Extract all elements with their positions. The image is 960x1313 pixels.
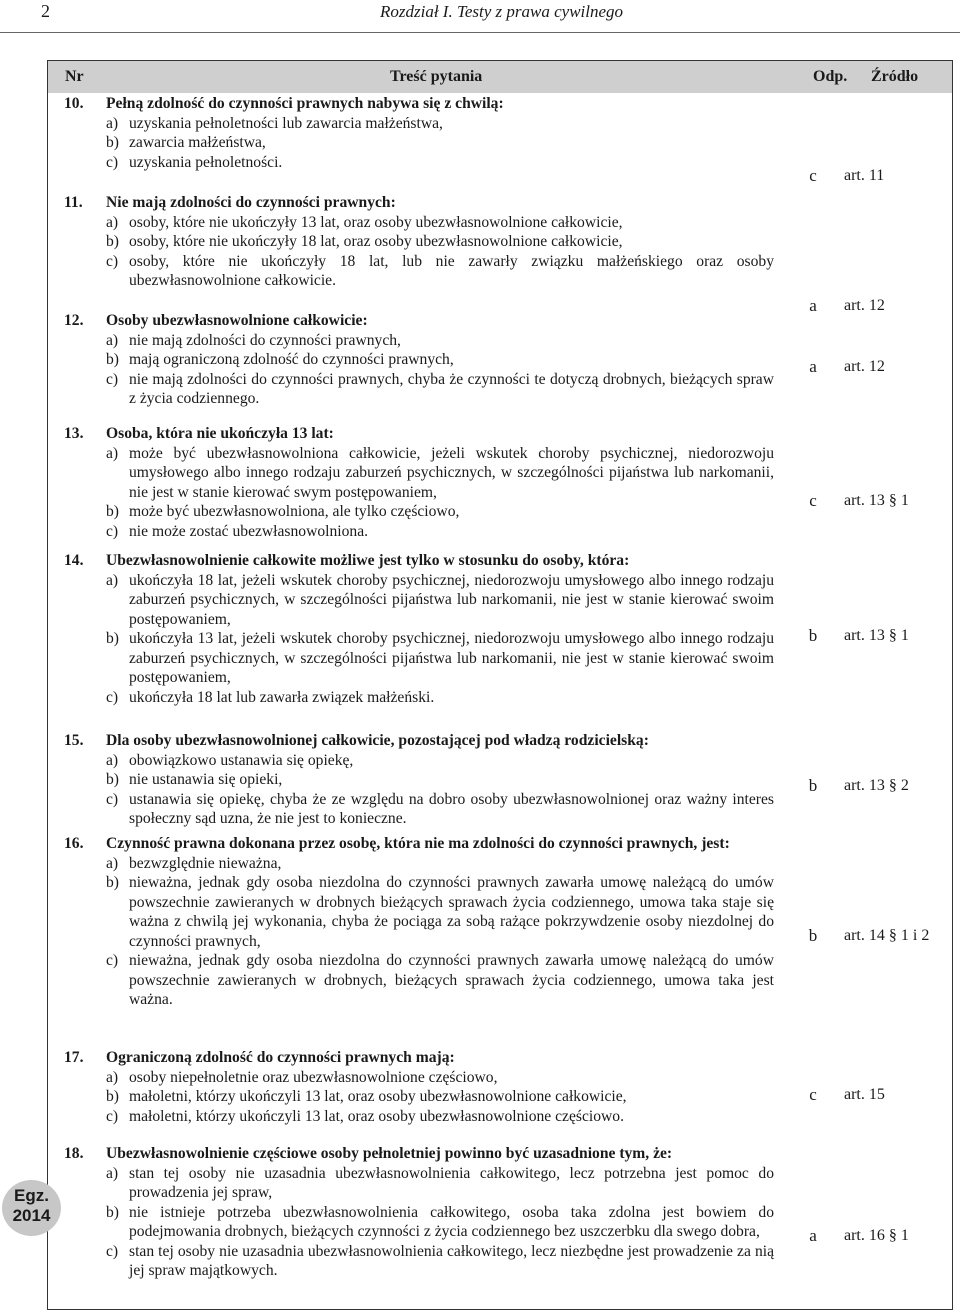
answer-option [106, 571, 774, 630]
option-text: ustanawia się opiekę, chyba że ze względu na dobro osoby ubezwłasnowolnionej oraz ważny interes społeczny sąd uzna, że nie jest to konieczne. [129, 790, 774, 827]
option-text: osoby, które nie ukończyły 13 lat, oraz osoby ubezwłasnowolnione całkowicie, [129, 213, 623, 231]
question-text: Ubezwłasnowolnienie całkowite możliwe jest tylko w stosunku do osoby, która: [106, 552, 630, 569]
column-header-answer: Odp. [813, 68, 848, 85]
option-text: nie może zostać ubezwłasnowolniona. [129, 522, 369, 540]
option-letter: a) [106, 444, 119, 462]
option-text: osoby, które nie ukończyły 18 lat, lub nie zawarły związku małżeńskiego oraz osoby ubezwłasnowolnione całkowicie. [129, 252, 774, 289]
source-reference: art. 13 § 1 [844, 492, 909, 509]
table-header-row [48, 61, 952, 93]
option-letter: c) [106, 952, 119, 969]
source-reference: art. 12 [844, 297, 885, 314]
answer-option [106, 232, 774, 252]
option-text: małoletni, którzy ukończyli 13 lat, oraz osoby ubezwłasnowolnione całkowicie, [129, 1088, 627, 1105]
answer-option [106, 1164, 774, 1203]
column-header-source: Źródło [871, 68, 919, 85]
option-text: nie mają zdolności do czynności prawnych, [129, 331, 401, 349]
option-letter: c) [106, 370, 119, 388]
answer-option [106, 688, 774, 708]
answer-option [106, 790, 774, 829]
question-text: Osoby ubezwłasnowolnione całkowicie: [106, 312, 368, 329]
option-letter: b) [106, 1088, 119, 1105]
source-reference: art. 16 § 1 [844, 1227, 909, 1244]
answer-option [106, 370, 774, 409]
option-letter: b) [106, 1203, 119, 1221]
question-text: Osoba, która nie ukończyła 13 lat: [106, 425, 334, 442]
option-text: mają ograniczoną zdolność do czynności prawnych, [129, 351, 454, 368]
answer-key: b [808, 926, 818, 945]
option-letter: b) [106, 874, 119, 891]
answer-option [106, 1068, 774, 1088]
question-number: 18. [64, 1145, 84, 1162]
option-letter: a) [106, 854, 119, 872]
option-letter: a) [106, 114, 119, 132]
question-text: Czynność prawna dokonana przez osobę, która nie ma zdolności do czynności prawnych, jest: [106, 835, 730, 852]
page-header [0, 0, 960, 26]
option-text: uzyskania pełnoletności lub zawarcia małżeństwa, [129, 114, 443, 132]
exam-badge [2, 1180, 61, 1236]
answer-option [106, 522, 774, 542]
option-letter: c) [106, 522, 119, 540]
option-text: nie mają zdolności do czynności prawnych, chyba że czynności te dotyczą drobnych, bieżących spraw z życia codziennego. [129, 370, 774, 407]
option-text: stan tej osoby nie uzasadnia ubezwłasnowolnienia całkowitego, lecz potrzebna jest pomoc do prowadzenia jej spraw, [129, 1164, 774, 1201]
option-text: zawarcia małżeństwa, [129, 134, 266, 151]
column-header-question: Treść pytania [390, 68, 483, 85]
answer-option [106, 213, 774, 233]
option-text: nie ustanawia się opieki, [129, 771, 283, 788]
answer-key: c [809, 1085, 817, 1104]
answer-option [106, 444, 774, 503]
option-text: nieważna, jednak gdy osoba niezdolna do czynności prawnych zawarła umowę należącą do umów powszechnie zawieranych w drobnych, bieżących sprawach życia codziennego, umowa taka jest ważna. [129, 952, 774, 1008]
question-number: 14. [64, 552, 84, 569]
option-letter: b) [106, 134, 119, 151]
question-content [106, 311, 774, 409]
option-letter: b) [106, 630, 119, 647]
header-rule [0, 32, 960, 33]
exam-badge-year: 2014 [12, 1206, 51, 1225]
answer-key: c [809, 491, 817, 510]
option-text: ukończyła 13 lat, jeżeli wskutek choroby psychicznej, niedorozwoju umysłowego albo innego rodzaju zaburzeń psychicznych, w szczególności pijaństwa lub narkomanii, nie jest w stanie kierować swoim postępowaniem, [129, 630, 774, 686]
answer-option [106, 252, 774, 291]
question-number: 11. [64, 194, 83, 211]
question-number: 10. [64, 95, 84, 112]
question-text: Ubezwłasnowolnienie częściowe osoby pełnoletniej powinno być uzasadnione tym, że: [106, 1145, 673, 1162]
source-reference: art. 13 § 1 [844, 627, 909, 644]
question-content [106, 94, 774, 172]
option-letter: b) [106, 233, 119, 250]
option-letter: c) [106, 790, 119, 808]
option-letter: c) [106, 153, 119, 171]
option-letter: a) [106, 751, 119, 769]
question-text: Pełną zdolność do czynności prawnych nabywa się z chwilą: [106, 95, 504, 112]
answer-option [106, 770, 774, 790]
exam-badge-label: Egz. [14, 1186, 49, 1205]
answer-option [106, 751, 774, 771]
source-reference: art. 13 § 2 [844, 777, 909, 794]
answer-option [106, 873, 774, 951]
question-number: 16. [64, 835, 84, 852]
option-letter: a) [106, 1068, 119, 1086]
option-letter: c) [106, 1107, 119, 1125]
option-letter: a) [106, 331, 119, 349]
page-number: 2 [41, 1, 50, 21]
option-text: nie istnieje potrzeba ubezwłasnowolnienia całkowitego, osoba taka zdolna jest bowiem do podejmowania drobnych, bieżących czynności z życia codziennego bez uszczerbku dla swego dobra, [129, 1203, 774, 1240]
option-text: osoby niepełnoletnie oraz ubezwłasnowolnione częściowo, [129, 1068, 498, 1086]
answer-option [106, 629, 774, 688]
question-content [106, 731, 774, 829]
question-number: 17. [64, 1049, 84, 1066]
option-text: ukończyła 18 lat lub zawarła związek małżeński. [129, 688, 435, 706]
questions-table [47, 60, 953, 1310]
question-number: 15. [64, 732, 84, 749]
question-content [106, 551, 774, 707]
option-letter: b) [106, 771, 119, 788]
option-text: może być ubezwłasnowolniona, ale tylko częściowo, [129, 503, 460, 520]
option-letter: c) [106, 688, 119, 706]
answer-option [106, 854, 774, 874]
question-content [106, 1048, 774, 1126]
option-text: obowiązkowo ustanawia się opiekę, [129, 751, 354, 769]
option-text: nieważna, jednak gdy osoba niezdolna do czynności prawnych zawarła umowę należącą do umów powszechnie zawieranych w drobnych bieżących sprawach życia codziennego, umowa taka staje się ważna z chwilą jej wykonania, chyba że pociąga za sobą rażące pokrzywdzenie osoby niezdolnej do czynności prawnych, [129, 874, 774, 950]
option-letter: b) [106, 503, 119, 520]
answer-option [106, 1242, 774, 1281]
option-text: stan tej osoby nie uzasadnia ubezwłasnowolnienia całkowitego, lecz niezbędne jest prowadzenie za nią jej spraw majątkowych. [129, 1242, 774, 1279]
source-reference: art. 11 [844, 167, 885, 184]
question-content [106, 424, 774, 541]
answer-key: a [809, 1226, 817, 1245]
question-number: 12. [64, 312, 84, 329]
source-reference: art. 15 [844, 1086, 885, 1103]
option-letter: c) [106, 1242, 119, 1260]
running-title: Rozdział I. Testy z prawa cywilnego [380, 2, 624, 21]
answer-option [106, 153, 774, 173]
question-text: Ograniczoną zdolność do czynności prawnych mają: [106, 1049, 455, 1066]
answer-option [106, 114, 774, 134]
answer-key: b [808, 776, 818, 795]
source-reference: art. 12 [844, 358, 885, 375]
option-text: może być ubezwłasnowolniona całkowicie, jeżeli wskutek choroby psychicznej, niedorozwoju umysłowego albo innego rodzaju zaburzeń psychicznych, w szczególności pijaństwa lub narkomanii, nie jest w stanie kierować swym postępowaniem, [129, 444, 774, 501]
question-content [106, 834, 774, 1010]
answer-key: a [809, 296, 817, 315]
answer-option [106, 133, 774, 153]
answer-option [106, 331, 774, 351]
answer-option [106, 350, 774, 370]
answer-option [106, 1087, 774, 1107]
option-text: osoby, które nie ukończyły 18 lat, oraz osoby ubezwłasnowolnione całkowicie, [129, 233, 623, 250]
answer-key: b [808, 626, 818, 645]
answer-key: c [809, 166, 817, 185]
option-text: bezwzględnie nieważna, [129, 854, 282, 872]
option-text: uzyskania pełnoletności. [129, 153, 283, 171]
answer-option [106, 951, 774, 1010]
option-letter: c) [106, 252, 119, 270]
question-text: Nie mają zdolności do czynności prawnych: [106, 194, 396, 211]
answer-key: a [809, 357, 817, 376]
question-text: Dla osoby ubezwłasnowolnionej całkowicie, pozostającej pod władzą rodzicielską: [106, 732, 649, 749]
answer-option [106, 502, 774, 522]
option-letter: a) [106, 571, 119, 589]
answer-option [106, 1107, 774, 1127]
option-letter: a) [106, 213, 119, 231]
question-number: 13. [64, 425, 84, 442]
option-letter: a) [106, 1164, 119, 1182]
option-text: ukończyła 18 lat, jeżeli wskutek choroby psychicznej, niedorozwoju umysłowego albo innego rodzaju zaburzeń psychicznych, w szczególności pijaństwa lub narkomanii, nie jest w stanie kierować swoim postępowaniem, [129, 571, 774, 628]
option-text: małoletni, którzy ukończyli 13 lat, oraz osoby ubezwłasnowolnione częściowo. [129, 1107, 624, 1125]
question-content [106, 193, 774, 291]
source-reference: art. 14 § 1 i 2 [844, 927, 930, 944]
option-letter: b) [106, 351, 119, 368]
answer-option [106, 1203, 774, 1242]
column-header-nr: Nr [65, 68, 84, 85]
question-content [106, 1144, 774, 1281]
